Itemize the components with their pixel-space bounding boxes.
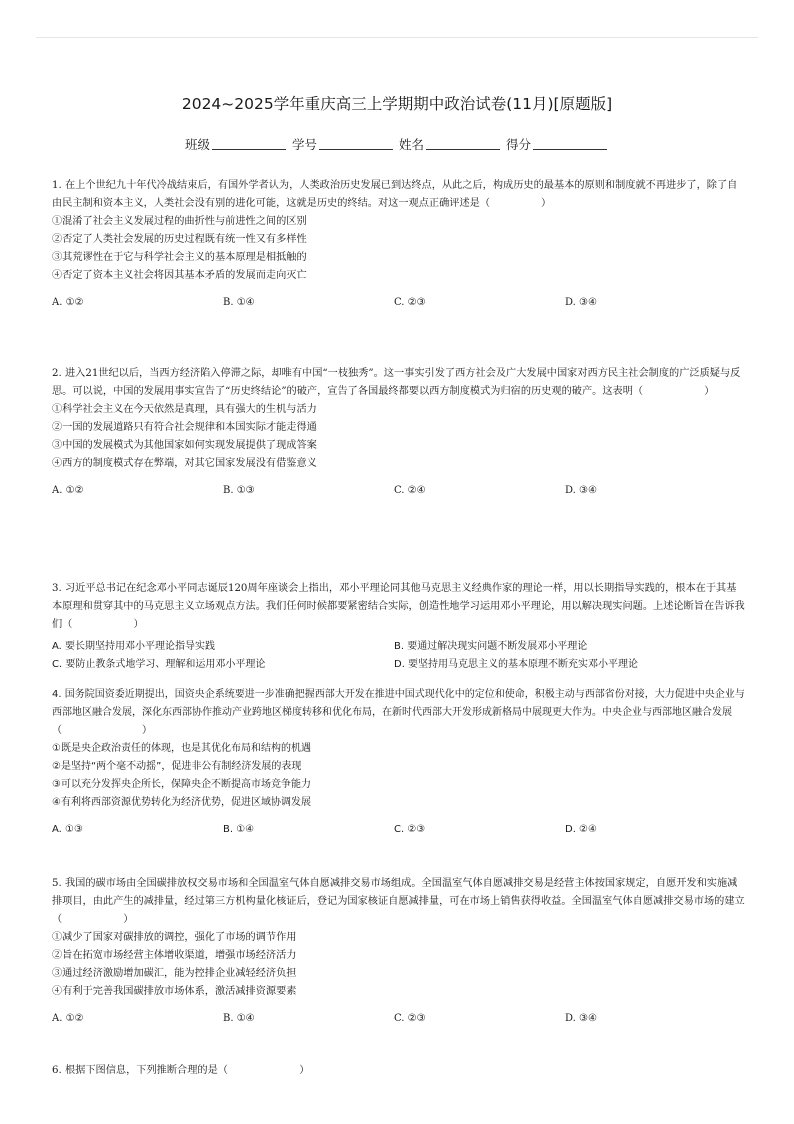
class-blank[interactable] <box>212 137 286 150</box>
statement: ④否定了资本主义社会将因其基本矛盾的发展而走向灭亡 <box>52 270 307 281</box>
header-rule <box>36 37 758 38</box>
statement: ③中国的发展模式为其他国家如何实现发展提供了现成答案 <box>52 440 317 451</box>
options-grid <box>52 638 746 674</box>
options-row <box>52 1010 746 1028</box>
question-stem: 4. 国务院国资委近期提出，国资央企系统要进一步准确把握西部大开发在推进中国式现代化中的定位和使命，积极主动与西部省份对接，大力促进中央企业与西部地区融合发展，深化东西部协作推动产业跨地区梯度转移和优化布局，在新时代西部大开发形成新格局中展现更大作为。中央企业与西部地区融合发展（ ） <box>52 689 745 736</box>
option-d[interactable]: D. 要坚持用马克思主义的基本原理不断充实邓小平理论 <box>394 659 639 670</box>
number-blank[interactable] <box>319 137 393 150</box>
statement: ②旨在拓宽市场经营主体增收渠道，增强市场经济活力 <box>52 950 297 961</box>
name-label: 姓名 <box>398 137 424 152</box>
question-stem: 2. 进入21世纪以后，当西方经济陷入停滞之际，却唯有中国“一枝独秀”。这一事实引发了西方社会及广大发展中国家对西方民主社会制度的广泛质疑与反思。可以说，中国的发展用事实宣告了“历史终结论”的破产，宣告了各国最终都要以西方制度模式为归宿的历史观的破产。这表明（ ） <box>52 368 741 397</box>
name-blank[interactable] <box>426 137 500 150</box>
question-3 <box>52 580 746 674</box>
score-label: 得分 <box>505 137 531 152</box>
option-d[interactable]: D. ②④ <box>565 824 597 835</box>
options-row <box>52 821 746 839</box>
statement: ④西方的制度模式存在弊端，对其它国家发展没有借鉴意义 <box>52 458 317 469</box>
question-stem: 1. 在上个世纪九十年代冷战结束后，有国外学者认为，人类政治历史发展已到达终点，从此之后，构成历史的最基本的原则和制度就不再进步了，除了自由民主制和资本主义，人类社会没有别的进化可能，这就是历史的终结。对这一观点正确评述是（ ） <box>52 180 738 209</box>
question-4 <box>52 686 746 839</box>
option-c[interactable]: C. ②③ <box>394 824 426 835</box>
statement: ③其荒谬性在于它与科学社会主义的基本原理是相抵触的 <box>52 252 307 263</box>
statement: ②否定了人类社会发展的历史过程既有统一性又有多样性 <box>52 234 307 245</box>
statement: ④有利将西部资源优势转化为经济优势，促进区域协调发展 <box>52 797 311 808</box>
option-c[interactable]: C. ②③ <box>394 297 426 308</box>
options-row <box>52 294 746 312</box>
question-1 <box>52 177 746 312</box>
question-5 <box>52 875 746 1028</box>
statement: ②是坚持“两个毫不动摇”，促进非公有制经济发展的表现 <box>52 761 302 772</box>
option-a[interactable]: A. ①② <box>52 297 84 308</box>
option-a[interactable]: A. ①② <box>52 1013 84 1024</box>
option-a[interactable]: A. ①② <box>52 485 84 496</box>
option-d[interactable]: D. ③④ <box>565 485 597 496</box>
option-d[interactable]: D. ③④ <box>565 297 597 308</box>
number-label: 学号 <box>291 137 317 152</box>
option-b[interactable]: B. ①④ <box>223 297 255 308</box>
option-b[interactable]: B. ①④ <box>223 1013 255 1024</box>
option-b[interactable]: B. 要通过解决现实问题不断发展邓小平理论 <box>394 641 588 652</box>
option-b[interactable]: B. ①③ <box>223 485 255 496</box>
option-a[interactable]: A. 要长期坚持用邓小平理论指导实践 <box>52 641 216 652</box>
question-2 <box>52 365 746 500</box>
question-stem: 3. 习近平总书记在纪念邓小平同志诞辰120周年座谈会上指出，邓小平理论同其他马克思主义经典作家的理论一样，用以长期指导实践的，根本在于其基本原理和贯穿其中的马克思主义立场观点方法。我们任何时候都要紧密结合实际，创造性地学习运用邓小平理论，用以解决现实问题。上述论断旨在告诉我们（ ） <box>52 583 745 630</box>
statement: ①混淆了社会主义发展过程的曲折性与前进性之间的区别 <box>52 216 307 227</box>
option-c[interactable]: C. ②③ <box>394 1013 426 1024</box>
option-c[interactable]: C. 要防止教条式地学习、理解和运用邓小平理论 <box>52 659 266 670</box>
question-stem: 5. 我国的碳市场由全国碳排放权交易市场和全国温室气体自愿减排交易市场组成。全国温室气体自愿减排交易是经营主体按国家规定，自愿开发和实施减排项目，由此产生的减排量，经过第三方机构量化核证后，登记为国家核证自愿减排量，可在市场上销售获得收益。全国温室气体自愿减排交易市场的建立（ ） <box>52 878 745 925</box>
statement: ①科学社会主义在今天依然是真理，具有强大的生机与活力 <box>52 404 317 415</box>
statement: ①减少了国家对碳排放的调控，强化了市场的调节作用 <box>52 932 297 943</box>
statement: ④有利于完善我国碳排放市场体系，激活减排资源要素 <box>52 986 297 997</box>
statement: ③可以充分发挥央企所长，保障央企不断提高市场竞争能力 <box>52 779 311 790</box>
score-blank[interactable] <box>533 137 607 150</box>
question-stem: 6. 根据下图信息，下列推断合理的是（ ） <box>52 1065 310 1076</box>
option-c[interactable]: C. ②④ <box>394 485 426 496</box>
options-row <box>52 482 746 500</box>
option-a[interactable]: A. ①③ <box>52 824 83 835</box>
statement: ③通过经济激励增加碳汇，能为控排企业减轻经济负担 <box>52 968 297 979</box>
statement: ②一国的发展道路只有符合社会规律和本国实际才能走得通 <box>52 422 317 433</box>
statement: ①既是央企政治责任的体现，也是其优化布局和结构的机遇 <box>52 743 311 754</box>
option-d[interactable]: D. ③④ <box>565 1013 597 1024</box>
page-title: 2024~2025学年重庆高三上学期期中政治试卷(11月)[原题版] <box>181 95 613 113</box>
question-6 <box>52 1062 746 1080</box>
student-info-line <box>0 135 794 153</box>
option-b[interactable]: B. ①④ <box>223 824 255 835</box>
class-label: 班级 <box>184 137 210 152</box>
